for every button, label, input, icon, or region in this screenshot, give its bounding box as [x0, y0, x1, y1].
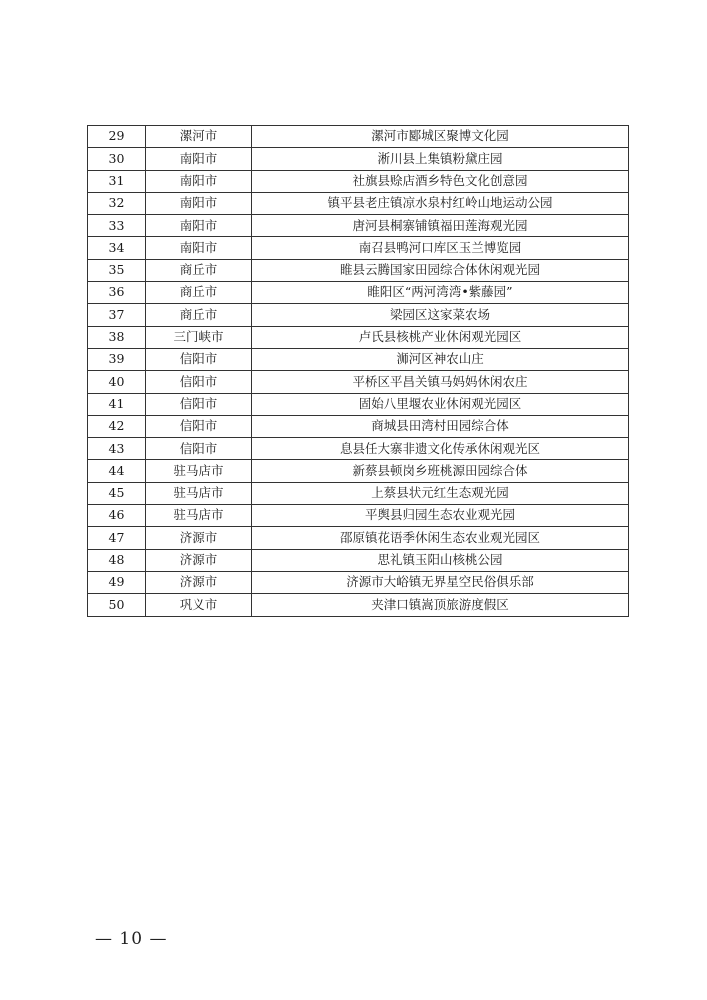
row-number-cell: 50 [88, 594, 146, 616]
site-name-cell: 商城县田湾村田园综合体 [252, 415, 629, 437]
site-name-cell: 睢县云腾国家田园综合体休闲观光园 [252, 259, 629, 281]
site-name-cell: 平舆县归园生态农业观光园 [252, 505, 629, 527]
table-row [88, 126, 629, 148]
city-cell: 信阳市 [146, 348, 252, 370]
row-number-cell: 37 [88, 304, 146, 326]
city-cell: 商丘市 [146, 304, 252, 326]
table-row [88, 326, 629, 348]
row-number-cell: 39 [88, 348, 146, 370]
city-cell: 济源市 [146, 549, 252, 571]
table-row [88, 393, 629, 415]
city-cell: 南阳市 [146, 170, 252, 192]
city-cell: 漯河市 [146, 126, 252, 148]
row-number-cell: 49 [88, 571, 146, 593]
city-cell: 三门峡市 [146, 326, 252, 348]
table-row [88, 415, 629, 437]
site-name-cell: 息县任大寨非遗文化传承休闲观光区 [252, 438, 629, 460]
row-number-cell: 44 [88, 460, 146, 482]
table-row [88, 438, 629, 460]
site-name-cell: 南召县鸭河口库区玉兰博览园 [252, 237, 629, 259]
city-cell: 巩义市 [146, 594, 252, 616]
site-name-cell: 漯河市郾城区聚博文化园 [252, 126, 629, 148]
table-row [88, 237, 629, 259]
row-number-cell: 40 [88, 371, 146, 393]
city-cell: 南阳市 [146, 192, 252, 214]
row-number-cell: 32 [88, 192, 146, 214]
page-number: — 10 — [95, 929, 168, 949]
site-name-cell: 唐河县桐寨铺镇福田莲海观光园 [252, 215, 629, 237]
row-number-cell: 48 [88, 549, 146, 571]
city-cell: 商丘市 [146, 282, 252, 304]
table-row [88, 304, 629, 326]
city-cell: 南阳市 [146, 215, 252, 237]
table-row [88, 505, 629, 527]
table-row [88, 571, 629, 593]
leisure-agriculture-table [87, 125, 629, 617]
table-row [88, 371, 629, 393]
table-row [88, 348, 629, 370]
site-name-cell: 社旗县赊店酒乡特色文化创意园 [252, 170, 629, 192]
table-row [88, 482, 629, 504]
city-cell: 南阳市 [146, 237, 252, 259]
row-number-cell: 47 [88, 527, 146, 549]
row-number-cell: 41 [88, 393, 146, 415]
table-row [88, 259, 629, 281]
city-cell: 商丘市 [146, 259, 252, 281]
table-row [88, 192, 629, 214]
row-number-cell: 46 [88, 505, 146, 527]
site-name-cell: 固始八里堰农业休闲观光园区 [252, 393, 629, 415]
city-cell: 信阳市 [146, 393, 252, 415]
site-name-cell: 浉河区神农山庄 [252, 348, 629, 370]
city-cell: 济源市 [146, 527, 252, 549]
city-cell: 信阳市 [146, 415, 252, 437]
city-cell: 济源市 [146, 571, 252, 593]
site-name-cell: 镇平县老庄镇凉水泉村红岭山地运动公园 [252, 192, 629, 214]
row-number-cell: 33 [88, 215, 146, 237]
row-number-cell: 31 [88, 170, 146, 192]
row-number-cell: 30 [88, 148, 146, 170]
row-number-cell: 42 [88, 415, 146, 437]
site-name-cell: 邵原镇花语季休闲生态农业观光园区 [252, 527, 629, 549]
site-name-cell: 平桥区平昌关镇马妈妈休闲农庄 [252, 371, 629, 393]
row-number-cell: 38 [88, 326, 146, 348]
table-row [88, 170, 629, 192]
city-cell: 驻马店市 [146, 460, 252, 482]
table-row [88, 549, 629, 571]
row-number-cell: 43 [88, 438, 146, 460]
site-name-cell: 思礼镇玉阳山核桃公园 [252, 549, 629, 571]
row-number-cell: 45 [88, 482, 146, 504]
site-name-cell: 梁园区这家菜农场 [252, 304, 629, 326]
site-name-cell: 新蔡县顿岗乡班桃源田园综合体 [252, 460, 629, 482]
row-number-cell: 34 [88, 237, 146, 259]
table-row [88, 460, 629, 482]
table-row [88, 282, 629, 304]
site-name-cell: 夹津口镇嵩顶旅游度假区 [252, 594, 629, 616]
site-name-cell: 上蔡县状元红生态观光园 [252, 482, 629, 504]
site-name-cell: 淅川县上集镇粉黛庄园 [252, 148, 629, 170]
city-cell: 南阳市 [146, 148, 252, 170]
table-body [88, 126, 629, 617]
city-cell: 驻马店市 [146, 505, 252, 527]
site-name-cell: 卢氏县核桃产业休闲观光园区 [252, 326, 629, 348]
city-cell: 信阳市 [146, 438, 252, 460]
city-cell: 驻马店市 [146, 482, 252, 504]
row-number-cell: 29 [88, 126, 146, 148]
table-row [88, 527, 629, 549]
table-row [88, 215, 629, 237]
city-cell: 信阳市 [146, 371, 252, 393]
table-row [88, 594, 629, 616]
row-number-cell: 35 [88, 259, 146, 281]
row-number-cell: 36 [88, 282, 146, 304]
site-name-cell: 睢阳区“两河湾湾•紫藤园” [252, 282, 629, 304]
table-row [88, 148, 629, 170]
site-name-cell: 济源市大峪镇无界星空民俗俱乐部 [252, 571, 629, 593]
